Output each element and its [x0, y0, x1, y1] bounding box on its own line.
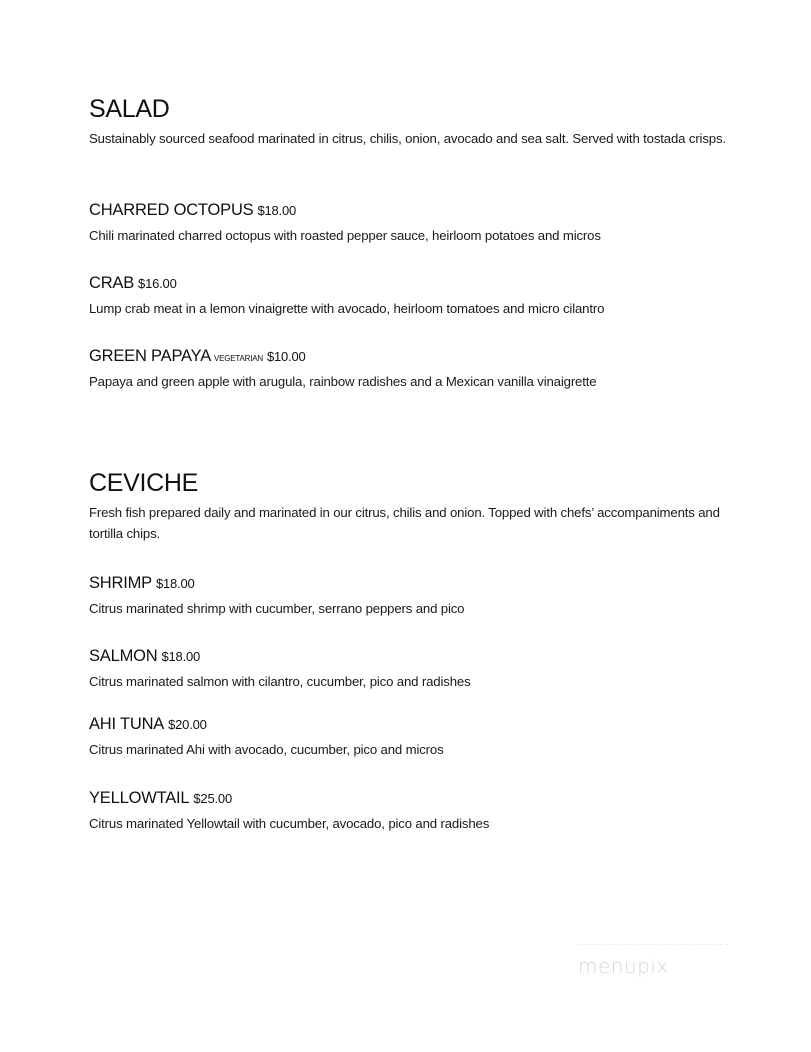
item-name: YELLOWTAIL — [89, 789, 190, 807]
item-name: AHI TUNA — [89, 715, 165, 733]
watermark-divider — [578, 944, 728, 946]
menu-item-salmon — [89, 648, 739, 690]
menu-item-green-papaya — [89, 348, 739, 390]
menu-item-shrimp — [89, 575, 739, 617]
vegetarian-tag: VEGETARIAN — [214, 354, 263, 363]
item-price: $25.00 — [193, 791, 232, 806]
menupix-watermark — [578, 942, 728, 992]
item-price: $10.00 — [266, 349, 306, 364]
item-price: $16.00 — [138, 276, 177, 291]
section-description-salad: Sustainably sourced seafood marinated in citrus, chilis, onion, avocado and sea salt. Served with tostada crisps. — [89, 131, 726, 146]
item-description: Citrus marinated shrimp with cucumber, serrano peppers and pico — [89, 601, 465, 616]
menu-item-crab — [89, 275, 739, 317]
item-description: Lump crab meat in a lemon vinaigrette with avocado, heirloom tomatoes and micro cilantro — [89, 301, 605, 316]
item-description: Citrus marinated salmon with cilantro, cucumber, pico and radishes — [89, 674, 471, 689]
item-description: Papaya and green apple with arugula, rainbow radishes and a Mexican vanilla vinaigrette — [89, 374, 597, 389]
menu-item-charred-octopus — [89, 202, 739, 244]
item-name: SHRIMP — [89, 574, 152, 592]
item-price: $20.00 — [168, 717, 207, 732]
item-price: $18.00 — [257, 203, 297, 218]
item-price: $18.00 — [155, 576, 195, 591]
menu-item-yellowtail — [89, 790, 739, 832]
item-description: Citrus marinated Ahi with avocado, cucumber, pico and micros — [89, 742, 444, 757]
item-description: Chili marinated charred octopus with roasted pepper sauce, heirloom potatoes and micros — [89, 228, 601, 243]
section-title-salad: SALAD — [89, 95, 170, 123]
item-name: CHARRED OCTOPUS — [89, 201, 254, 219]
item-name: CRAB — [89, 274, 135, 292]
item-name: SALMON — [89, 647, 158, 665]
section-title-ceviche: CEVICHE — [89, 469, 199, 497]
watermark-text: menupix — [578, 954, 669, 978]
section-description-ceviche: Fresh fish prepared daily and marinated in our citrus, chilis and onion. Topped with chefs’ accompaniments and tortilla chips. — [89, 505, 720, 541]
menu-item-ahi-tuna — [89, 716, 739, 758]
item-price: $18.00 — [161, 649, 201, 664]
item-name: GREEN PAPAYA — [89, 347, 211, 365]
item-description: Citrus marinated Yellowtail with cucumber, avocado, pico and radishes — [89, 816, 490, 831]
